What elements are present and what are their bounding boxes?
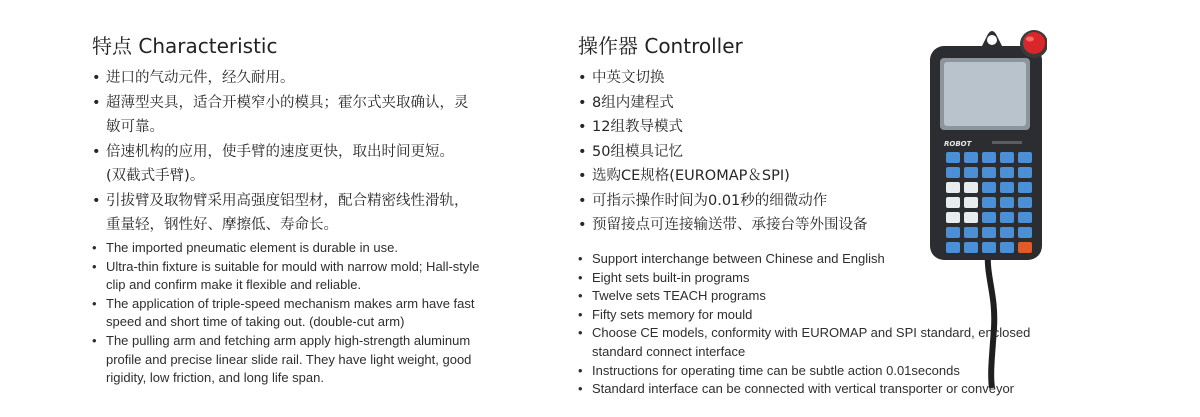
controller-title: 操作器 Controller [578, 34, 743, 58]
keypad-key [1000, 182, 1014, 193]
list-item: • Standard interface can be connected with vertical transporter or conveyor [578, 380, 1048, 399]
list-item: • The application of triple-speed mechanism makes arm have fast speed and short time of taking out. (double-cut arm) [92, 295, 492, 332]
keypad-key [946, 197, 960, 208]
keypad-key [982, 197, 996, 208]
keypad-key [946, 212, 960, 223]
characteristic-list-zh [92, 66, 472, 238]
keypad-key [1018, 152, 1032, 163]
keypad-key [1018, 182, 1032, 193]
keypad-key [964, 227, 978, 238]
keypad-key [964, 182, 978, 193]
list-item: • 进口的气动元件，经久耐用。 [92, 66, 472, 91]
keypad-key [1000, 152, 1014, 163]
controller-pendant-image [922, 28, 1047, 388]
characteristic-list-en [92, 239, 492, 388]
keypad-key [1018, 212, 1032, 223]
list-item: • The imported pneumatic element is durable in use. [92, 239, 492, 258]
keypad-key [964, 152, 978, 163]
keypad-key [964, 242, 978, 253]
list-item: • 超薄型夹具，适合开模窄小的模具；霍尔式夹取确认，灵敏可靠。 [92, 91, 472, 140]
keypad-key [1000, 227, 1014, 238]
keypad-key [982, 242, 996, 253]
keypad-key [946, 167, 960, 178]
list-item: • 中英文切换 [578, 66, 908, 91]
brand-label: ROBOT [944, 140, 972, 148]
keypad-key [982, 212, 996, 223]
list-item: • 引拔臂及取物臂采用高强度铝型材，配合精密线性滑轨，重量轻，钢性好、摩擦低、寿命长。 [92, 189, 472, 238]
indicator-strip [992, 141, 1022, 144]
controller-list-zh [578, 66, 908, 238]
list-item: • The pulling arm and fetching arm apply high-strength aluminum profile and precise linear slide rail. They have light weight, good rigidity, low friction, and long life span. [92, 332, 492, 388]
list-item: • 50组模具记忆 [578, 140, 908, 165]
keypad-key [946, 152, 960, 163]
list-item: • 8组内建程式 [578, 91, 908, 116]
keypad-key [982, 152, 996, 163]
keypad-key [964, 212, 978, 223]
keypad-key [964, 167, 978, 178]
list-item: • Fifty sets memory for mould [578, 306, 1048, 325]
keypad-key [946, 242, 960, 253]
list-item: • 12组教导模式 [578, 115, 908, 140]
list-item: • Twelve sets TEACH programs [578, 287, 1048, 306]
list-item: • 可指示操作时间为0.01秒的细微动作 [578, 189, 908, 214]
keypad-key [982, 227, 996, 238]
keypad-key [1000, 197, 1014, 208]
list-item: • Ultra-thin fixture is suitable for mould with narrow mold; Hall-style clip and confirm make it flexible and reliable. [92, 258, 492, 295]
keypad-key [964, 197, 978, 208]
list-item: • 预留接点可连接输送带、承接台等外围设备 [578, 213, 908, 238]
estop-highlight [1026, 37, 1034, 42]
cable-icon [988, 250, 995, 388]
keypad-key [1000, 242, 1014, 253]
pendant-screen [944, 62, 1026, 126]
keypad-key [1018, 167, 1032, 178]
list-item: • 选购CE规格(EUROMAP＆SPI) [578, 164, 908, 189]
list-item: • Instructions for operating time can be subtle action 0.01seconds [578, 362, 1048, 381]
pendant-svg [922, 28, 1047, 388]
list-item: • Choose CE models, conformity with EUROMAP and SPI standard, enclosed standard connect interface [578, 324, 1048, 361]
keypad-key [982, 182, 996, 193]
list-item: • Eight sets built-in programs [578, 269, 1048, 288]
keypad-key [946, 227, 960, 238]
keypad-key [1018, 242, 1032, 253]
keypad-key [946, 182, 960, 193]
keypad-key [1018, 197, 1032, 208]
characteristic-title: 特点 Characteristic [92, 34, 278, 58]
keypad-key [1000, 167, 1014, 178]
list-item: • Support interchange between Chinese and English [578, 250, 1048, 269]
keypad-key [982, 167, 996, 178]
loop-hole [987, 35, 997, 45]
emergency-stop-icon [1023, 32, 1045, 54]
keypad-key [1018, 227, 1032, 238]
keypad-key [1000, 212, 1014, 223]
list-item: • 倍速机构的应用，使手臂的速度更快，取出时间更短。(双截式手臂)。 [92, 140, 472, 189]
